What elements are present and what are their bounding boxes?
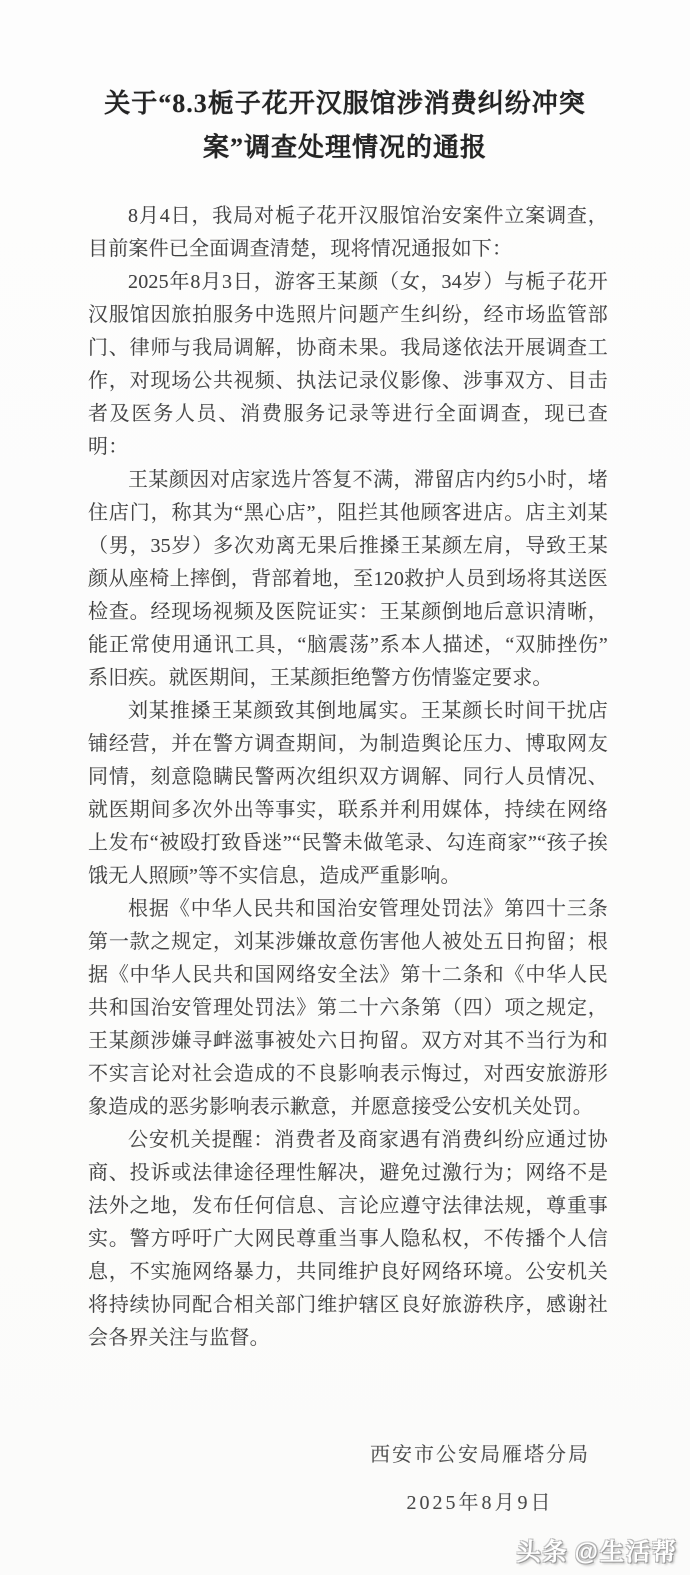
issue-date: 2025年8月9日 xyxy=(406,1492,554,1514)
document-title-line-1: 关于“8.3栀子花开汉服馆涉消费纠纷冲突 xyxy=(104,89,586,118)
signature-block xyxy=(0,1441,690,1517)
watermark-handle: @生活帮 xyxy=(574,1539,678,1566)
document-title xyxy=(0,0,690,170)
paragraph-findings-scene: 王某颜因对店家选片答复不满，滞留店内约5小时，堵住店门，称其为“黑心店”，阻拦其他顾客进店。店主刘某（男，35岁）多次劝离无果后推搡王某颜左肩，导致王某颜从座椅上摔倒，背部着地，至120救护人员到场将其送医检查。经现场视频及医院证实：王某颜倒地后意识清晰，能正常使用通讯工具，“脑震荡”系本人描述，“双肺挫伤”系旧疾。就医期间，王某颜拒绝警方伤情鉴定要求。 xyxy=(88,469,608,689)
paragraph-penalties: 根据《中华人民共和国治安管理处罚法》第四十三条第一款之规定，刘某涉嫌故意伤害他人被处五日拘留；根据《中华人民共和国网络安全法》第十二条和《中华人民共和国治安管理处罚法》第二十六条第（四）项之规定，王某颜涉嫌寻衅滋事被处六日拘留。双方对其不当行为和不实言论对社会造成的不良影响表示悔过，对西安旅游形象造成的恶劣影响表示歉意，并愿意接受公安机关处罚。 xyxy=(88,898,608,1118)
paragraph-findings-online-posts: 刘某推搡王某颜致其倒地属实。王某颜长时间干扰店铺经营，并在警方调查期间，为制造舆论压力、博取网友同情，刻意隐瞒民警两次组织双方调解、同行人员情况、就医期间多次外出等事实，联系并利用媒体，持续在网络上发布“被殴打致昏迷”“民警未做笔录、勾连商家”“孩子挨饿无人照顾”等不实信息，造成严重影响。 xyxy=(88,700,608,887)
paragraph-police-reminder: 公安机关提醒：消费者及商家遇有消费纠纷应通过协商、投诉或法律途径理性解决，避免过激行为；网络不是法外之地，发布任何信息、言论应遵守法律法规，尊重事实。警方呼吁广大网民尊重当事人隐私权，不传播个人信息，不实施网络暴力，共同维护良好网络环境。公安机关将持续协同配合相关部门维护辖区良好旅游秩序，感谢社会各界关注与监督。 xyxy=(88,1129,608,1349)
issuing-authority: 西安市公安局雁塔分局 xyxy=(370,1444,590,1466)
document-body xyxy=(88,200,608,1355)
watermark-platform: 头条 xyxy=(516,1539,569,1566)
signature-inner xyxy=(370,1441,590,1517)
paragraph-case-filed: 8月4日，我局对栀子花开汉服馆治安案件立案调查，目前案件已全面调查清楚，现将情况通报如下： xyxy=(88,205,608,260)
paragraph-incident-background: 2025年8月3日，游客王某颜（女，34岁）与栀子花开汉服馆因旅拍服务中选照片问题产生纠纷，经市场监管部门、律师与我局调解，协商未果。我局遂依法开展调查工作，对现场公共视频、执法记录仪影像、涉事双方、目击者及医务人员、消费服务记录等进行全面调查，现已查明： xyxy=(88,271,608,458)
toutiao-watermark xyxy=(517,1532,678,1567)
document-title-line-2: 案”调查处理情况的通报 xyxy=(202,133,487,162)
